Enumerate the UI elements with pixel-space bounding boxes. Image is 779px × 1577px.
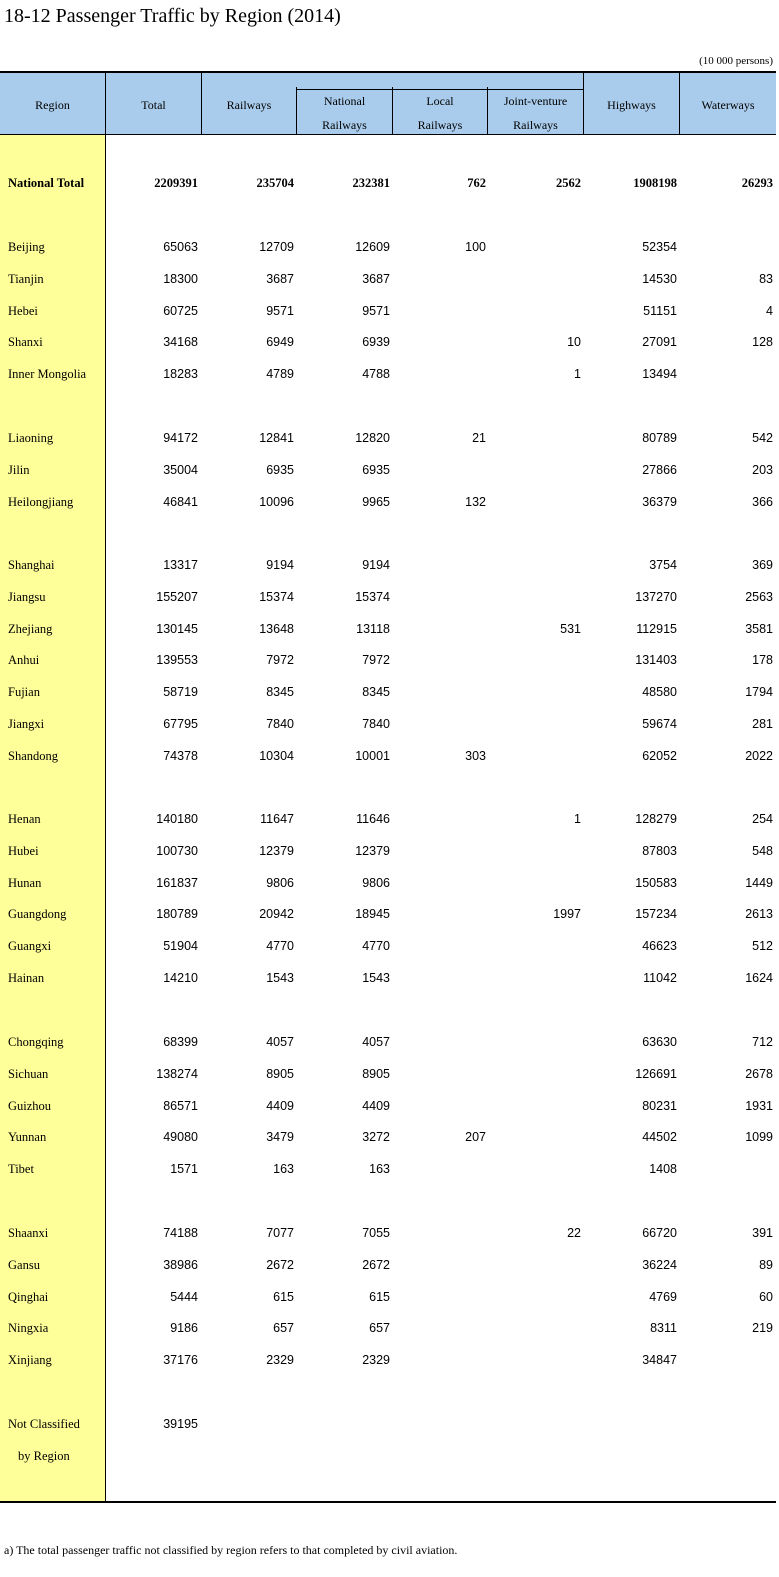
region-name: Shanghai <box>8 558 55 572</box>
highways-value: 126691 <box>635 1066 677 1081</box>
national-railways-value: 4057 <box>362 1035 390 1049</box>
waterways-value: 83 <box>759 271 773 286</box>
railways-value: 2329 <box>266 1353 294 1368</box>
region-name: National Total <box>8 176 85 190</box>
waterways-value: 2613 <box>745 907 773 922</box>
total-value: 9186 <box>170 1321 198 1336</box>
national-railways-value: 8345 <box>362 685 390 700</box>
highways-value: 27866 <box>642 462 677 477</box>
highways-value: 128279 <box>635 812 677 826</box>
joint-venture-railways-value: 22 <box>567 1226 581 1240</box>
header-region: Region <box>35 98 70 112</box>
national-railways-value: 6939 <box>362 335 390 350</box>
total-value: 39195 <box>163 1417 198 1431</box>
railways-value: 8345 <box>266 685 294 700</box>
waterways-value: 3581 <box>745 621 773 636</box>
total-value: 14210 <box>163 971 198 985</box>
table-row <box>0 487 776 517</box>
national-railways-value: 7055 <box>362 1226 390 1240</box>
waterways-value: 128 <box>752 335 773 350</box>
header-national-railways-line1: National <box>323 94 366 108</box>
header-joint-venture-railways-line2: Railways <box>513 118 558 132</box>
highways-value: 66720 <box>642 1226 677 1240</box>
railways-value: 9806 <box>266 875 294 890</box>
region-name: Qinghai <box>8 1289 49 1304</box>
table-title: 18-12 Passenger Traffic by Region (2014) <box>4 5 341 27</box>
national-railways-value: 615 <box>369 1289 390 1304</box>
waterways-value: 2563 <box>745 589 773 604</box>
total-value: 86571 <box>163 1098 198 1113</box>
header-local-railways-line2: Railways <box>417 118 463 132</box>
table-row <box>0 296 776 326</box>
total-value: 51904 <box>163 939 198 954</box>
total-value: 67795 <box>163 717 198 731</box>
header-joint-venture-railways <box>488 89 583 137</box>
highways-value: 150583 <box>635 875 677 890</box>
region-name: Heilongjiang <box>8 494 74 509</box>
table-row <box>0 1154 776 1184</box>
national-railways-value: 4770 <box>362 939 390 954</box>
waterways-value: 369 <box>752 558 773 572</box>
railways-value: 4770 <box>266 939 294 954</box>
national-railways-value: 7972 <box>362 653 390 668</box>
highways-value: 34847 <box>642 1353 677 1368</box>
table-row-national-total <box>0 168 776 198</box>
table-row <box>0 1345 776 1375</box>
local-railways-value: 303 <box>465 748 486 763</box>
railways-value: 7840 <box>266 717 294 731</box>
table-row <box>0 1059 776 1089</box>
highways-value: 87803 <box>642 843 677 858</box>
railways-value: 4057 <box>266 1035 294 1049</box>
total-value: 46841 <box>163 494 198 509</box>
highways-value: 4769 <box>649 1289 677 1304</box>
highways-value: 8311 <box>650 1321 677 1336</box>
waterways-value: 1624 <box>745 971 773 985</box>
total-value: 38986 <box>163 1257 198 1272</box>
region-name: Hainan <box>8 971 45 985</box>
total-value: 155207 <box>156 589 198 604</box>
railways-value: 7972 <box>266 653 294 668</box>
railways-value: 2672 <box>266 1257 294 1272</box>
table-row <box>0 741 776 771</box>
table-row <box>0 1122 776 1152</box>
highways-value: 51151 <box>643 303 677 318</box>
region-name: Zhejiang <box>8 621 53 636</box>
local-railways-value: 207 <box>465 1130 486 1145</box>
region-name: Tibet <box>8 1162 34 1177</box>
railways-value: 9194 <box>266 558 294 572</box>
waterways-value: 1794 <box>745 685 773 700</box>
table-row <box>0 455 776 485</box>
region-name: Hebei <box>8 303 38 318</box>
region-name: Beijing <box>8 240 45 254</box>
railways-value: 163 <box>273 1162 294 1177</box>
railways-value: 6949 <box>266 335 294 350</box>
total-value: 58719 <box>163 685 198 700</box>
railways-value: 12841 <box>259 431 294 445</box>
waterways-value: 712 <box>752 1035 773 1049</box>
waterways-value: 1931 <box>745 1098 773 1113</box>
col-divider-6 <box>583 71 584 135</box>
railways-value: 7077 <box>266 1226 294 1240</box>
railways-value: 615 <box>273 1289 294 1304</box>
joint-venture-railways-value: 1997 <box>553 907 581 922</box>
waterways-value: 512 <box>752 939 773 954</box>
railways-value: 4409 <box>266 1098 294 1113</box>
table-row <box>0 327 776 357</box>
national-railways-value: 3687 <box>362 271 390 286</box>
total-value: 18300 <box>163 271 198 286</box>
total-value: 65063 <box>163 240 198 254</box>
national-railways-value: 2329 <box>362 1353 390 1368</box>
region-name: Fujian <box>8 685 40 700</box>
national-railways-value: 232381 <box>352 176 390 190</box>
region-name: Hunan <box>8 875 42 890</box>
national-railways-value: 4409 <box>362 1098 390 1113</box>
local-railways-value: 100 <box>465 240 486 254</box>
not-classified-line1: Not Classified <box>8 1417 80 1431</box>
railways-value: 13648 <box>259 621 294 636</box>
highways-value: 11042 <box>643 971 677 985</box>
unit-label: (10 000 persons) <box>699 55 773 67</box>
railways-value: 657 <box>273 1321 294 1336</box>
not-classified-line2: by Region <box>18 1449 70 1463</box>
national-railways-value: 12820 <box>355 431 390 445</box>
table-row <box>0 804 776 834</box>
header-waterways: Waterways <box>701 98 755 112</box>
highways-value: 112915 <box>636 621 677 636</box>
total-value: 1571 <box>170 1162 198 1177</box>
railways-value: 6935 <box>266 462 294 477</box>
region-name: Liaoning <box>8 431 54 445</box>
table-row <box>0 264 776 294</box>
table-row <box>0 963 776 993</box>
table-row <box>0 423 776 453</box>
total-value: 130145 <box>156 621 198 636</box>
col-divider-4 <box>392 87 393 135</box>
railways-value: 9571 <box>266 303 294 318</box>
waterways-value: 548 <box>752 843 773 858</box>
total-value: 5444 <box>170 1289 198 1304</box>
region-name: Tianjin <box>8 271 44 286</box>
highways-value: 62052 <box>642 748 677 763</box>
national-railways-value: 10001 <box>355 748 390 763</box>
local-railways-value: 21 <box>472 431 486 445</box>
national-railways-value: 12609 <box>355 240 390 254</box>
table-row <box>0 899 776 929</box>
waterways-value: 219 <box>752 1321 773 1336</box>
waterways-value: 1449 <box>745 875 773 890</box>
table-row <box>0 677 776 707</box>
table-row <box>0 359 776 389</box>
national-railways-value: 12379 <box>355 843 390 858</box>
national-railways-value: 9571 <box>362 303 390 318</box>
total-value: 34168 <box>163 335 198 350</box>
region-name: Guangxi <box>8 939 52 954</box>
region-name: Inner Mongolia <box>8 367 87 382</box>
national-railways-value: 9194 <box>362 558 390 572</box>
national-railways-value: 15374 <box>355 589 390 604</box>
waterways-value: 60 <box>759 1289 773 1304</box>
region-name: Jiangsu <box>8 589 46 604</box>
region-name: Anhui <box>8 653 40 668</box>
total-value: 180789 <box>156 907 198 922</box>
table-bottom-border <box>0 1501 776 1503</box>
table-row <box>0 232 776 262</box>
joint-venture-railways-value: 1 <box>574 812 581 826</box>
joint-venture-railways-value: 1 <box>574 367 581 382</box>
joint-venture-railways-value: 10 <box>567 335 581 350</box>
col-divider-7 <box>679 71 680 135</box>
total-value: 13317 <box>163 558 198 572</box>
table-row <box>0 709 776 739</box>
highways-value: 157234 <box>635 907 677 922</box>
table-row <box>0 614 776 644</box>
waterways-value: 26293 <box>741 176 773 190</box>
waterways-value: 542 <box>752 431 773 445</box>
highways-value: 1408 <box>649 1162 677 1177</box>
highways-value: 48580 <box>642 685 677 700</box>
highways-value: 27091 <box>642 335 677 350</box>
national-railways-value: 2672 <box>362 1257 390 1272</box>
total-value: 138274 <box>156 1066 198 1081</box>
joint-venture-railways-value: 531 <box>560 621 581 636</box>
national-railways-value: 18945 <box>355 907 390 922</box>
total-value: 18283 <box>163 367 198 382</box>
region-name: Henan <box>8 812 41 826</box>
highways-value: 80231 <box>642 1098 677 1113</box>
footnote: a) The total passenger traffic not classified by region refers to that completed by civil aviation. <box>4 1543 458 1557</box>
header-national-railways <box>297 89 392 137</box>
waterways-value: 254 <box>752 812 773 826</box>
col-divider-5 <box>487 87 488 135</box>
header-joint-venture-railways-line1: Joint-venture <box>503 94 568 108</box>
total-value: 139553 <box>156 653 198 668</box>
total-value: 49080 <box>163 1130 198 1145</box>
highways-value: 36224 <box>642 1257 677 1272</box>
railways-value: 10304 <box>259 748 294 763</box>
national-railways-value: 11646 <box>356 812 390 826</box>
waterways-value: 281 <box>752 717 773 731</box>
region-name: Ningxia <box>8 1321 49 1336</box>
national-railways-value: 7840 <box>362 717 390 731</box>
region-name: Shanxi <box>8 335 43 350</box>
national-railways-value: 13118 <box>356 621 390 636</box>
table-row <box>0 931 776 961</box>
national-railways-value: 9806 <box>362 875 390 890</box>
region-name: Hubei <box>8 843 39 858</box>
waterways-value: 366 <box>752 494 773 509</box>
table-row <box>0 1282 776 1312</box>
total-value: 74188 <box>163 1226 198 1240</box>
waterways-value: 2022 <box>745 748 773 763</box>
railways-value: 8905 <box>266 1066 294 1081</box>
table-row <box>0 836 776 866</box>
header-national-railways-line2: Railways <box>322 118 367 132</box>
region-name: Xinjiang <box>8 1353 52 1368</box>
highways-value: 52354 <box>642 240 677 254</box>
highways-value: 13494 <box>642 367 677 382</box>
highways-value: 59674 <box>642 717 677 731</box>
region-name: Sichuan <box>8 1066 49 1081</box>
header-local-railways <box>393 89 487 137</box>
national-railways-value: 1543 <box>362 971 390 985</box>
waterways-value: 89 <box>759 1257 773 1272</box>
national-railways-value: 8905 <box>362 1066 390 1081</box>
highways-value: 131403 <box>635 653 677 668</box>
col-divider-2 <box>201 71 202 135</box>
total-value: 140180 <box>156 812 198 826</box>
header-total: Total <box>141 98 166 112</box>
total-value: 100730 <box>156 843 198 858</box>
railways-value: 3687 <box>266 271 294 286</box>
waterways-value: 203 <box>752 462 773 477</box>
local-railways-value: 132 <box>465 494 486 509</box>
total-value: 94172 <box>163 431 198 445</box>
region-name: Shandong <box>8 748 58 763</box>
highways-value: 14530 <box>642 271 677 286</box>
highways-value: 80789 <box>642 431 677 445</box>
national-railways-value: 4788 <box>362 367 390 382</box>
total-value: 2209391 <box>154 176 198 190</box>
highways-value: 36379 <box>642 494 677 509</box>
railways-value: 11647 <box>260 812 294 826</box>
highways-value: 63630 <box>642 1035 677 1049</box>
highways-value: 44502 <box>642 1130 677 1145</box>
national-railways-value: 6935 <box>362 462 390 477</box>
total-value: 35004 <box>163 462 198 477</box>
railways-value: 4789 <box>266 367 294 382</box>
railways-value: 3479 <box>266 1130 294 1145</box>
region-name: Shaanxi <box>8 1226 49 1240</box>
national-railways-value: 9965 <box>362 494 390 509</box>
table-row <box>0 1218 776 1248</box>
table-row <box>0 868 776 898</box>
railways-value: 12379 <box>259 843 294 858</box>
highways-value: 1908198 <box>633 176 677 190</box>
header-highways: Highways <box>607 98 656 112</box>
highways-value: 3754 <box>649 558 677 572</box>
waterways-value: 2678 <box>745 1066 773 1081</box>
highways-value: 46623 <box>642 939 677 954</box>
region-name: Guangdong <box>8 907 67 922</box>
total-value: 60725 <box>163 303 198 318</box>
header-local-railways-line1: Local <box>426 94 454 108</box>
total-value: 37176 <box>163 1353 198 1368</box>
col-divider-3 <box>296 87 297 135</box>
national-railways-value: 3272 <box>362 1130 390 1145</box>
table-row <box>0 1250 776 1280</box>
header-railways: Railways <box>226 98 272 112</box>
national-railways-value: 657 <box>369 1321 390 1336</box>
waterways-value: 4 <box>766 303 773 318</box>
waterways-value: 178 <box>752 653 773 668</box>
region-name: Chongqing <box>8 1035 64 1049</box>
table-row <box>0 1091 776 1121</box>
region-name: Guizhou <box>8 1098 52 1113</box>
joint-venture-railways-value: 2562 <box>556 176 581 190</box>
region-name: Yunnan <box>8 1130 47 1145</box>
railways-value: 10096 <box>259 494 294 509</box>
national-railways-value: 163 <box>369 1162 390 1177</box>
railways-value: 12709 <box>259 240 294 254</box>
total-value: 161837 <box>156 875 198 890</box>
railways-value: 15374 <box>259 589 294 604</box>
table-row <box>0 1313 776 1343</box>
railways-value: 20942 <box>259 907 294 922</box>
waterways-value: 1099 <box>745 1130 773 1145</box>
table-row <box>0 582 776 612</box>
railways-value: 1543 <box>266 971 294 985</box>
total-value: 68399 <box>163 1035 198 1049</box>
table-row-not-classified <box>0 1409 776 1439</box>
table-row <box>0 645 776 675</box>
highways-value: 137270 <box>635 589 677 604</box>
table-header <box>0 71 776 135</box>
region-name: Jiangxi <box>8 717 45 731</box>
table-row <box>0 1027 776 1057</box>
local-railways-value: 762 <box>467 176 486 190</box>
total-value: 74378 <box>163 748 198 763</box>
waterways-value: 391 <box>752 1226 773 1240</box>
region-name: Gansu <box>8 1257 40 1272</box>
table-row <box>0 550 776 580</box>
region-name: Jilin <box>8 462 30 477</box>
railways-value: 235704 <box>256 176 294 190</box>
header-subdivider <box>296 89 583 90</box>
